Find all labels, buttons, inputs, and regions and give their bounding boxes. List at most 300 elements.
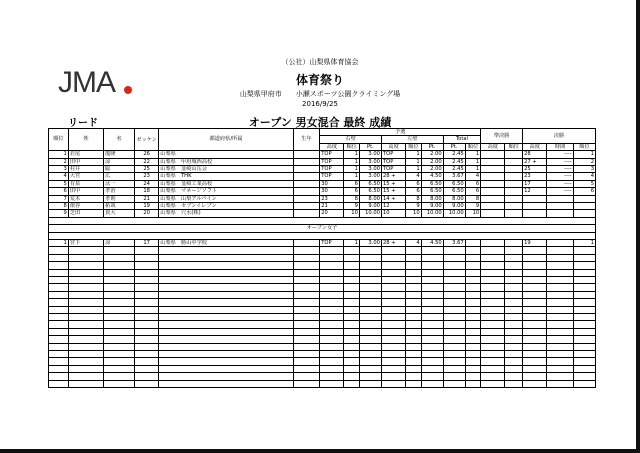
cell-pref: 山梨県 セブンイレブン — [159, 203, 294, 210]
empty-cell — [465, 291, 480, 298]
col-final: 決勝 — [523, 129, 596, 144]
cell-surname: 芝田 — [68, 210, 103, 217]
empty-cell — [573, 269, 595, 276]
cell-rank: 6 — [49, 188, 69, 195]
empty-cell — [359, 247, 381, 254]
empty-cell — [406, 313, 421, 320]
cell-semi-place — [505, 158, 523, 165]
empty-cell — [465, 247, 480, 254]
empty-cell — [465, 313, 480, 320]
empty-cell — [381, 299, 405, 306]
cell-lw-pt: 4.50 — [421, 240, 443, 247]
empty-cell — [344, 306, 359, 313]
empty-row — [49, 358, 596, 365]
empty-cell — [344, 350, 359, 357]
empty-cell — [49, 343, 69, 350]
empty-cell — [320, 380, 344, 387]
empty-cell — [68, 284, 103, 291]
cell-semi-height — [481, 203, 505, 210]
cell-lw-place: 6 — [406, 180, 421, 187]
empty-cell — [406, 284, 421, 291]
empty-cell — [443, 380, 465, 387]
empty-cell — [159, 380, 294, 387]
cell-final-height: 27 + — [523, 158, 547, 165]
empty-cell — [159, 321, 294, 328]
empty-cell — [293, 277, 319, 284]
empty-cell — [359, 380, 381, 387]
cell-given: 龍隆 — [104, 151, 135, 158]
empty-cell — [421, 358, 443, 365]
empty-cell — [381, 291, 405, 298]
cell-surname: 有泉 — [68, 180, 103, 187]
empty-cell — [359, 321, 381, 328]
cell-final-place — [573, 195, 595, 202]
cell-semi-place — [505, 180, 523, 187]
cell-total: 3.67 — [443, 173, 465, 180]
cell-rank: 2 — [49, 158, 69, 165]
empty-cell — [381, 262, 405, 269]
cell-final-place: 6 — [573, 188, 595, 195]
cell-qual-place: 10 — [465, 210, 480, 217]
cell-semi-place — [505, 240, 523, 247]
results-table — [48, 128, 596, 388]
cell-bib: 20 — [135, 210, 159, 217]
cell-rank: 7 — [49, 195, 69, 202]
cell-lw-place: 4 — [406, 240, 421, 247]
empty-cell — [573, 254, 595, 261]
empty-cell — [573, 343, 595, 350]
table-row — [49, 195, 596, 202]
empty-cell — [320, 373, 344, 380]
cell-rw-place: 1 — [344, 166, 359, 173]
cell-rw-pt: 6.50 — [359, 180, 381, 187]
empty-cell — [135, 291, 159, 298]
empty-cell — [547, 269, 573, 276]
cell-birth — [293, 173, 319, 180]
empty-cell — [406, 277, 421, 284]
empty-cell — [465, 321, 480, 328]
cell-pref: 山梨県 THK — [159, 173, 294, 180]
empty-cell — [135, 254, 159, 261]
empty-cell — [320, 291, 344, 298]
empty-cell — [159, 373, 294, 380]
cell-given: 広 — [104, 173, 135, 180]
empty-cell — [547, 365, 573, 372]
cell-rw-height: 30 — [320, 188, 344, 195]
table-row — [49, 158, 596, 165]
cell-lw-height: 14 + — [381, 195, 405, 202]
empty-cell — [381, 336, 405, 343]
empty-cell — [421, 254, 443, 261]
section-header-women — [49, 225, 596, 232]
col-pref: 都道府県/所属 — [159, 129, 294, 151]
cell-lw-pt: 2.00 — [421, 158, 443, 165]
col-final-height: 高度 — [523, 143, 547, 150]
empty-cell — [381, 343, 405, 350]
empty-cell — [406, 262, 421, 269]
empty-cell — [159, 328, 294, 335]
empty-cell — [547, 299, 573, 306]
empty-cell — [573, 262, 595, 269]
cell-bib: 17 — [135, 240, 159, 247]
cell-rw-place: 6 — [344, 180, 359, 187]
empty-cell — [547, 306, 573, 313]
empty-cell — [547, 350, 573, 357]
empty-cell — [547, 373, 573, 380]
empty-cell — [68, 365, 103, 372]
cell-pref: 山梨県 穴水(株) — [159, 210, 294, 217]
cell-rw-height: 30 — [320, 180, 344, 187]
empty-cell — [505, 291, 523, 298]
empty-cell — [465, 254, 480, 261]
empty-cell — [68, 313, 103, 320]
cell-rw-pt: 3.00 — [359, 158, 381, 165]
cell-lw-height: 28 + — [381, 173, 405, 180]
cell-total: 3.67 — [443, 240, 465, 247]
empty-cell — [505, 350, 523, 357]
empty-cell — [481, 262, 505, 269]
cell-lw-place: 6 — [406, 188, 421, 195]
empty-row — [49, 247, 596, 254]
empty-cell — [547, 291, 573, 298]
cell-lw-height: TOP — [381, 158, 405, 165]
cell-total: 9.00 — [443, 203, 465, 210]
empty-cell — [68, 350, 103, 357]
empty-cell — [443, 306, 465, 313]
cell-lw-pt: 10.00 — [421, 210, 443, 217]
col-lw-pt: Pt. — [421, 143, 443, 150]
empty-cell — [481, 269, 505, 276]
empty-row — [49, 269, 596, 276]
table-row — [49, 188, 596, 195]
empty-cell — [49, 365, 69, 372]
empty-cell — [344, 299, 359, 306]
cell-total: 10.00 — [443, 210, 465, 217]
cell-rw-height: 21 — [320, 203, 344, 210]
empty-cell — [68, 373, 103, 380]
cell-surname: 村井 — [68, 166, 103, 173]
col-left-wall: 左壁 — [381, 136, 443, 143]
empty-cell — [320, 247, 344, 254]
empty-row — [49, 262, 596, 269]
empty-cell — [135, 343, 159, 350]
empty-cell — [406, 254, 421, 261]
cell-qual-place: 1 — [465, 166, 480, 173]
cell-semi-place — [505, 173, 523, 180]
empty-cell — [465, 299, 480, 306]
empty-cell — [443, 277, 465, 284]
empty-cell — [443, 269, 465, 276]
results-heading: オープン 男女混合 最終 成績 — [248, 116, 392, 129]
empty-cell — [481, 284, 505, 291]
empty-cell — [443, 336, 465, 343]
empty-cell — [159, 269, 294, 276]
empty-cell — [381, 380, 405, 387]
empty-cell — [421, 313, 443, 320]
cell-rw-pt: 3.00 — [359, 166, 381, 173]
cell-rw-place: 10 — [344, 210, 359, 217]
cell-lw-pt: 2.00 — [421, 166, 443, 173]
cell-semi-place — [505, 210, 523, 217]
empty-cell — [49, 299, 69, 306]
empty-cell — [406, 365, 421, 372]
empty-cell — [293, 269, 319, 276]
empty-cell — [523, 299, 547, 306]
empty-cell — [505, 321, 523, 328]
cell-final-time: ---- — [547, 166, 573, 173]
empty-cell — [381, 269, 405, 276]
cell-bib: 26 — [135, 151, 159, 158]
empty-cell — [344, 254, 359, 261]
empty-cell — [320, 306, 344, 313]
cell-given: 涼 — [104, 240, 135, 247]
empty-cell — [320, 254, 344, 261]
cell-birth — [293, 180, 319, 187]
frame-right-border — [636, 0, 640, 453]
empty-cell — [481, 380, 505, 387]
cell-rw-pt: 9.00 — [359, 203, 381, 210]
empty-cell — [406, 380, 421, 387]
cell-rank: 1 — [49, 240, 69, 247]
empty-cell — [159, 262, 294, 269]
col-given: 名 — [104, 129, 135, 151]
empty-cell — [49, 247, 69, 254]
cell-given: 聡 — [104, 166, 135, 173]
empty-cell — [505, 380, 523, 387]
empty-cell — [381, 277, 405, 284]
empty-cell — [49, 269, 69, 276]
empty-row — [49, 277, 596, 284]
cell-qual-place — [465, 240, 480, 247]
cell-rw-pt: 3.00 — [359, 173, 381, 180]
empty-cell — [465, 336, 480, 343]
empty-cell — [135, 299, 159, 306]
empty-cell — [443, 343, 465, 350]
empty-cell — [159, 299, 294, 306]
cell-bib: 24 — [135, 180, 159, 187]
empty-cell — [443, 313, 465, 320]
empty-cell — [49, 373, 69, 380]
empty-cell — [481, 350, 505, 357]
empty-row — [49, 254, 596, 261]
empty-cell — [381, 358, 405, 365]
empty-cell — [344, 343, 359, 350]
empty-cell — [523, 336, 547, 343]
table-row — [49, 151, 596, 158]
empty-row — [49, 306, 596, 313]
empty-cell — [320, 336, 344, 343]
empty-cell — [573, 350, 595, 357]
empty-cell — [505, 277, 523, 284]
empty-cell — [465, 373, 480, 380]
section-spacer — [49, 232, 596, 239]
empty-cell — [49, 380, 69, 387]
empty-cell — [104, 350, 135, 357]
cell-lw-height: TOP — [381, 151, 405, 158]
cell-semi-place — [505, 166, 523, 173]
empty-cell — [104, 284, 135, 291]
empty-cell — [481, 373, 505, 380]
empty-cell — [421, 269, 443, 276]
document-title: 体育祭り — [295, 73, 344, 87]
empty-cell — [481, 291, 505, 298]
empty-cell — [465, 277, 480, 284]
empty-cell — [159, 350, 294, 357]
empty-cell — [293, 358, 319, 365]
cell-bib: 22 — [135, 158, 159, 165]
cell-lw-pt: 4.50 — [421, 173, 443, 180]
empty-cell — [320, 358, 344, 365]
cell-rank: 4 — [49, 173, 69, 180]
cell-lw-place: 1 — [406, 158, 421, 165]
cell-given: 孝則 — [104, 195, 135, 202]
cell-final-time: ---- — [547, 173, 573, 180]
empty-cell — [159, 336, 294, 343]
cell-final-height: 19 — [523, 240, 547, 247]
empty-cell — [359, 343, 381, 350]
cell-birth — [293, 210, 319, 217]
cell-lw-place: 1 — [406, 151, 421, 158]
cell-lw-place: 10 — [406, 210, 421, 217]
empty-cell — [104, 313, 135, 320]
cell-final-time — [547, 240, 573, 247]
empty-cell — [481, 358, 505, 365]
cell-rank: 1 — [49, 151, 69, 158]
table-row — [49, 240, 596, 247]
empty-row — [49, 284, 596, 291]
empty-cell — [381, 254, 405, 261]
empty-cell — [135, 328, 159, 335]
empty-cell — [573, 313, 595, 320]
empty-cell — [159, 291, 294, 298]
empty-cell — [68, 343, 103, 350]
cell-semi-height — [481, 158, 505, 165]
empty-cell — [104, 380, 135, 387]
empty-row — [49, 321, 596, 328]
empty-cell — [104, 277, 135, 284]
table-row — [49, 166, 596, 173]
col-final-time: 時間 — [547, 143, 573, 150]
cell-rw-pt: 8.00 — [359, 195, 381, 202]
cell-final-height: 23 — [523, 173, 547, 180]
empty-cell — [547, 380, 573, 387]
empty-cell — [68, 291, 103, 298]
empty-cell — [465, 328, 480, 335]
empty-cell — [159, 284, 294, 291]
empty-cell — [505, 365, 523, 372]
empty-cell — [465, 306, 480, 313]
empty-cell — [135, 277, 159, 284]
empty-cell — [159, 254, 294, 261]
empty-cell — [505, 336, 523, 343]
empty-cell — [104, 365, 135, 372]
empty-cell — [573, 306, 595, 313]
cell-rw-height: 20 — [320, 210, 344, 217]
cell-lw-pt: 8.00 — [421, 195, 443, 202]
empty-cell — [359, 350, 381, 357]
cell-lw-pt: 6.50 — [421, 188, 443, 195]
cell-lw-place: 4 — [406, 173, 421, 180]
col-lw-place: 順位 — [406, 143, 421, 150]
empty-cell — [547, 321, 573, 328]
empty-cell — [359, 254, 381, 261]
empty-cell — [481, 306, 505, 313]
empty-cell — [421, 291, 443, 298]
table-row — [49, 173, 596, 180]
empty-cell — [320, 365, 344, 372]
empty-cell — [421, 373, 443, 380]
cell-semi-height — [481, 210, 505, 217]
cell-rank: 3 — [49, 166, 69, 173]
empty-cell — [293, 350, 319, 357]
empty-cell — [359, 365, 381, 372]
empty-cell — [421, 350, 443, 357]
empty-cell — [135, 373, 159, 380]
empty-cell — [344, 380, 359, 387]
empty-cell — [344, 365, 359, 372]
cell-semi-height — [481, 240, 505, 247]
empty-cell — [49, 291, 69, 298]
cell-final-time: ---- — [547, 180, 573, 187]
cell-pref: 山梨県 マネージソフト — [159, 188, 294, 195]
empty-cell — [547, 336, 573, 343]
col-rw-pt: Pt. — [359, 143, 381, 150]
empty-cell — [547, 343, 573, 350]
empty-cell — [523, 373, 547, 380]
col-rw-place: 順位 — [344, 143, 359, 150]
empty-cell — [68, 277, 103, 284]
empty-cell — [135, 358, 159, 365]
cell-final-height: 12 — [523, 188, 547, 195]
cell-birth — [293, 151, 319, 158]
col-qualification: 予選 — [320, 129, 481, 136]
cell-birth — [293, 158, 319, 165]
empty-cell — [406, 247, 421, 254]
empty-cell — [68, 328, 103, 335]
cell-final-place: 1 — [573, 151, 595, 158]
empty-cell — [406, 336, 421, 343]
empty-cell — [381, 321, 405, 328]
cell-rw-place: 1 — [344, 151, 359, 158]
col-surname: 姓 — [68, 129, 103, 151]
cell-surname: 田中 — [68, 158, 103, 165]
empty-cell — [406, 373, 421, 380]
empty-cell — [523, 269, 547, 276]
cell-final-height: 25 — [523, 166, 547, 173]
empty-cell — [68, 306, 103, 313]
cell-qual-place: 1 — [465, 158, 480, 165]
empty-cell — [523, 358, 547, 365]
cell-rw-pt: 3.00 — [359, 240, 381, 247]
empty-cell — [443, 350, 465, 357]
empty-cell — [135, 284, 159, 291]
empty-row — [49, 299, 596, 306]
col-lw-height: 高度 — [381, 143, 405, 150]
empty-cell — [573, 373, 595, 380]
empty-cell — [68, 269, 103, 276]
empty-cell — [293, 254, 319, 261]
empty-cell — [523, 313, 547, 320]
cell-final-height: 28 — [523, 151, 547, 158]
cell-bib: 18 — [135, 188, 159, 195]
empty-cell — [421, 365, 443, 372]
cell-surname: 俵谷 — [68, 203, 103, 210]
empty-cell — [49, 328, 69, 335]
empty-cell — [344, 284, 359, 291]
empty-cell — [381, 306, 405, 313]
empty-cell — [481, 277, 505, 284]
empty-cell — [49, 313, 69, 320]
